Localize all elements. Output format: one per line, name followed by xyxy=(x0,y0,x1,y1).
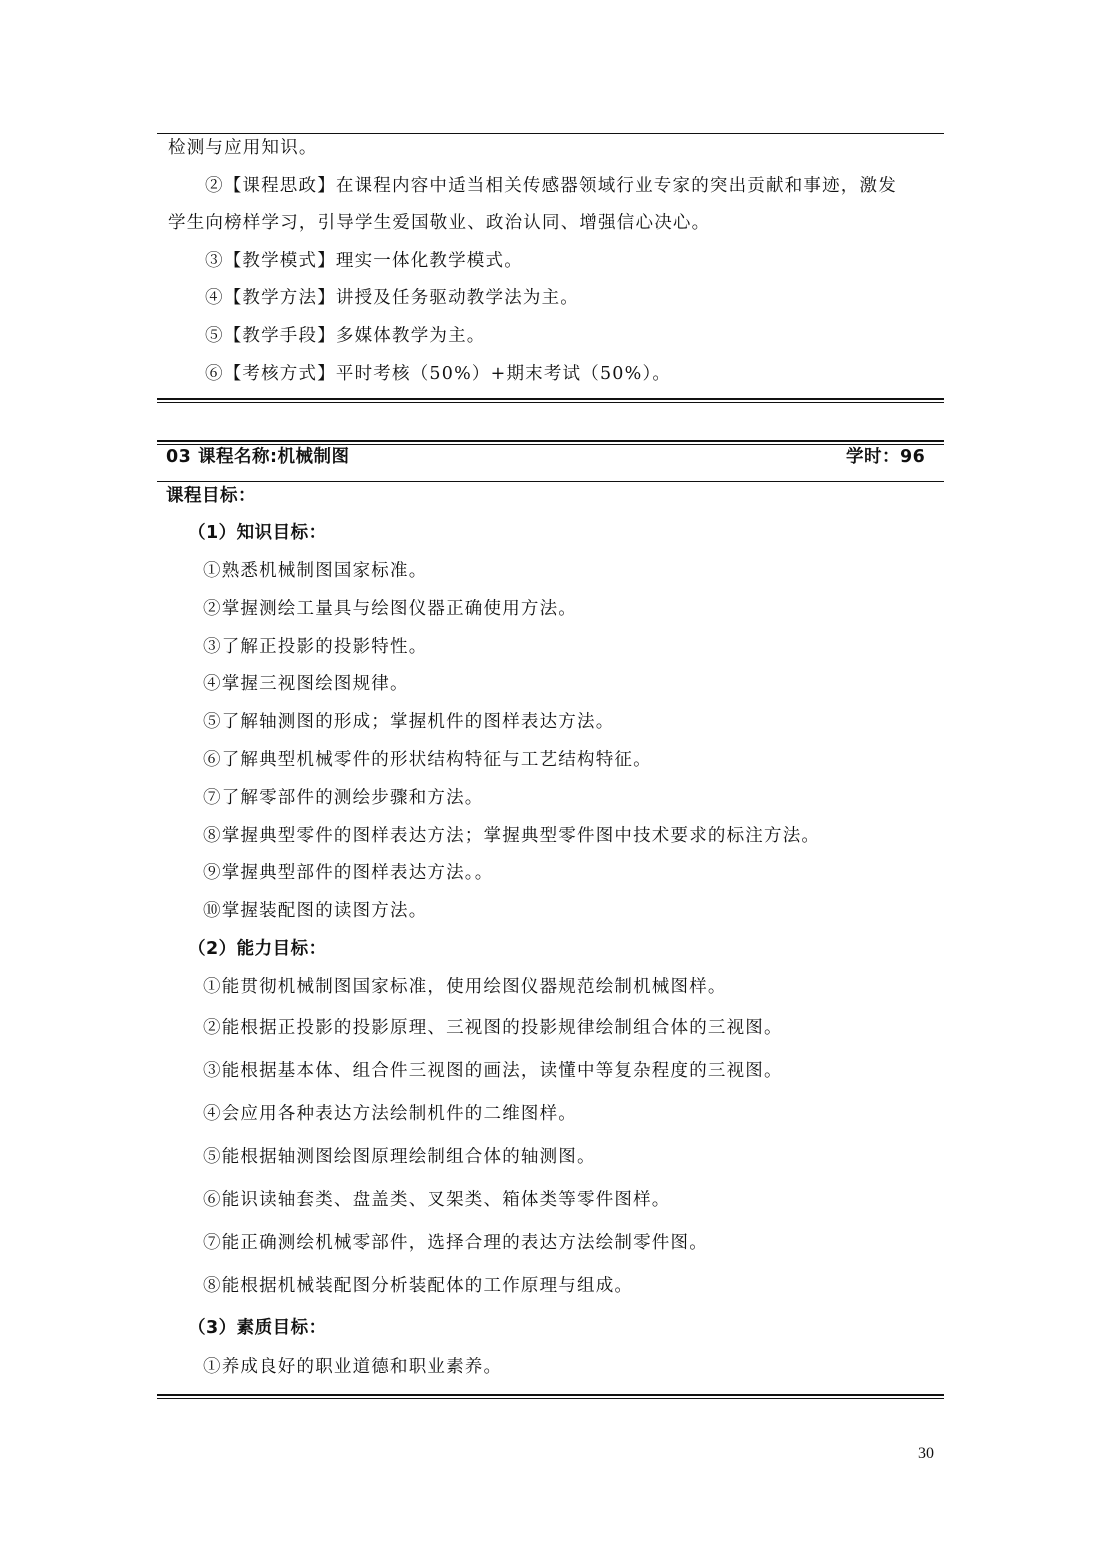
objectives-title: 课程目标： xyxy=(166,486,256,506)
quality-item: ①养成良好的职业道德和职业素养。 xyxy=(203,1357,503,1377)
ability-item: ①能贯彻机械制图国家标准，使用绘图仪器规范绘制机械图样。 xyxy=(203,977,727,997)
page-number: 30 xyxy=(918,1445,934,1462)
ability-item: ⑤能根据轴测图绘图原理绘制组合体的轴测图。 xyxy=(203,1147,596,1167)
knowledge-item: ⑩掌握装配图的读图方法。 xyxy=(203,901,428,921)
ability-item: ③能根据基本体、组合件三视图的画法，读懂中等复杂程度的三视图。 xyxy=(203,1061,783,1081)
item-ideology-line1: ②【课程思政】在课程内容中适当相关传感器领域行业专家的突出贡献和事迹，激发 xyxy=(205,176,897,196)
table-bottom-rule-2 xyxy=(157,402,944,403)
table-top-rule xyxy=(157,133,944,134)
ability-item: ④会应用各种表达方法绘制机件的二维图样。 xyxy=(203,1104,577,1124)
knowledge-item: ⑥了解典型机械零件的形状结构特征与工艺结构特征。 xyxy=(203,750,652,770)
knowledge-item: ②掌握测绘工量具与绘图仪器正确使用方法。 xyxy=(203,599,577,619)
knowledge-item: ①熟悉机械制图国家标准。 xyxy=(203,561,428,581)
knowledge-item: ⑤了解轴测图的形成；掌握机件的图样表达方法。 xyxy=(203,712,615,732)
knowledge-item: ④掌握三视图绘图规律。 xyxy=(203,674,409,694)
ability-item: ⑦能正确测绘机械零部件，选择合理的表达方法绘制零件图。 xyxy=(203,1233,708,1253)
knowledge-item: ⑧掌握典型零件的图样表达方法；掌握典型零件图中技术要求的标注方法。 xyxy=(203,826,821,846)
knowledge-item: ⑦了解零部件的测绘步骤和方法。 xyxy=(203,788,484,808)
item-teaching-mode: ③【教学模式】理实一体化教学模式。 xyxy=(205,251,523,271)
course-header-rule xyxy=(157,481,944,482)
course-table-bottom-rule-2 xyxy=(157,1398,944,1399)
item-teaching-method: ④【教学方法】讲授及任务驱动教学法为主。 xyxy=(205,288,579,308)
course-name: 03 课程名称:机械制图 xyxy=(166,447,350,467)
item-assessment: ⑥【考核方式】平时考核（50%）+期末考试（50%）。 xyxy=(205,364,672,384)
item-teaching-means: ⑤【教学手段】多媒体教学为主。 xyxy=(205,326,486,346)
item-ideology-line2: 学生向榜样学习，引导学生爱国敬业、政治认同、增强信心决心。 xyxy=(168,213,711,233)
knowledge-item: ⑨掌握典型部件的图样表达方法。。 xyxy=(203,863,494,883)
continued-text: 检测与应用知识。 xyxy=(168,138,318,158)
course-hours: 学时：96 xyxy=(846,447,926,467)
ability-item: ⑧能根据机械装配图分析装配体的工作原理与组成。 xyxy=(203,1276,634,1296)
table-bottom-rule-1 xyxy=(157,398,944,400)
ability-title: （2）能力目标： xyxy=(188,939,327,959)
quality-title: （3）素质目标： xyxy=(188,1318,327,1338)
knowledge-title: （1）知识目标： xyxy=(188,523,327,543)
knowledge-item: ③了解正投影的投影特性。 xyxy=(203,637,428,657)
ability-item: ②能根据正投影的投影原理、三视图的投影规律绘制组合体的三视图。 xyxy=(203,1018,783,1038)
course-table-top-rule-1 xyxy=(157,440,944,442)
ability-item: ⑥能识读轴套类、盘盖类、叉架类、箱体类等零件图样。 xyxy=(203,1190,671,1210)
course-table-bottom-rule-1 xyxy=(157,1394,944,1396)
